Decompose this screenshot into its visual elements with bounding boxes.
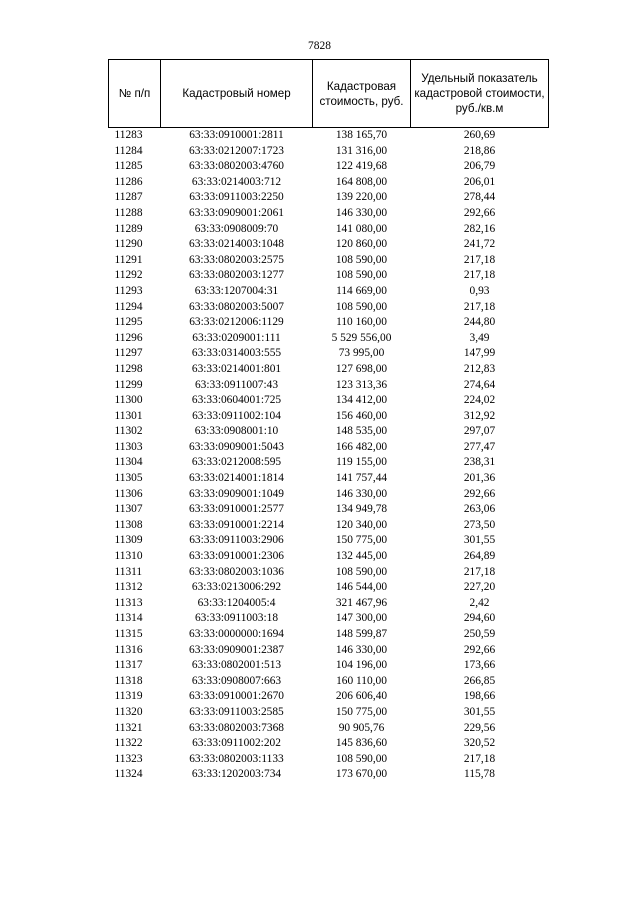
specific-indicator: 201,36 [463, 472, 496, 485]
cadastral-number: 63:33:0802003:7368 [189, 721, 284, 734]
specific-indicator: 301,55 [463, 534, 496, 547]
cadastral-number: 63:33:0911003:18 [194, 612, 279, 625]
cadastral-number: 63:33:0910001:2214 [189, 518, 284, 531]
row-number: 11292 [114, 269, 143, 282]
row-number: 11319 [114, 690, 143, 703]
cadastral-number: 63:33:0910001:2577 [189, 503, 284, 516]
specific-indicator: 292,66 [463, 487, 496, 500]
specific-indicator: 218,86 [463, 144, 496, 157]
table-row [109, 487, 549, 503]
specific-indicator: 274,64 [463, 378, 496, 391]
table-row [109, 378, 549, 394]
cadastral-value: 146 544,00 [335, 581, 388, 594]
table-row [109, 549, 549, 565]
table-row [109, 533, 549, 549]
cadastral-number: 63:33:0802001:513 [191, 659, 282, 672]
table-row [109, 206, 549, 222]
cadastral-number: 63:33:0214003:712 [191, 175, 282, 188]
specific-indicator: 273,50 [463, 518, 496, 531]
cadastral-value: 138 165,70 [335, 129, 388, 141]
cadastral-value: 134 412,00 [335, 394, 388, 407]
cadastral-number: 63:33:0911003:2906 [189, 534, 284, 547]
cadastral-number: 63:33:1207004:31 [194, 284, 279, 297]
cadastral-value: 119 155,00 [336, 456, 387, 469]
cadastral-number: 63:33:0212008:595 [191, 456, 282, 469]
table-row [109, 237, 549, 253]
cadastral-value: 146 330,00 [335, 643, 388, 656]
table-row [109, 471, 549, 487]
cadastral-number: 63:33:0802003:2575 [189, 253, 284, 266]
specific-indicator: 294,60 [463, 612, 496, 625]
cadastral-value: 146 330,00 [335, 206, 388, 219]
specific-indicator: 282,16 [463, 222, 496, 235]
specific-indicator: 263,06 [463, 503, 496, 516]
cadastral-value: 108 590,00 [335, 269, 388, 282]
table-row [109, 424, 549, 440]
cadastral-number: 63:33:0909001:2061 [189, 206, 284, 219]
table-row [109, 346, 549, 362]
specific-indicator: 3,49 [469, 331, 490, 344]
specific-indicator: 173,66 [463, 659, 496, 672]
table-row [109, 409, 549, 425]
specific-indicator: 0,93 [469, 284, 490, 297]
table-header-row [109, 60, 549, 128]
specific-indicator: 229,56 [463, 721, 496, 734]
row-number: 11305 [114, 472, 143, 485]
row-number: 11307 [114, 503, 143, 516]
cadastral-number: 63:33:0212007:1723 [189, 144, 284, 157]
row-number: 11283 [114, 129, 143, 141]
cadastral-number: 63:33:0909001:2387 [189, 643, 284, 656]
cadastral-number: 63:33:0910001:2306 [189, 550, 284, 563]
cadastral-value: 90 905,76 [338, 721, 385, 734]
row-number: 11321 [114, 721, 143, 734]
specific-indicator: 297,07 [463, 425, 496, 438]
specific-indicator: 115,78 [464, 768, 495, 781]
row-number: 11288 [114, 206, 143, 219]
cadastral-number: 63:33:0214001:1814 [189, 472, 284, 485]
row-number: 11295 [114, 316, 143, 329]
row-number: 11304 [114, 456, 143, 469]
row-number: 11294 [114, 300, 143, 313]
table-row [109, 767, 549, 783]
cadastral-number: 63:33:0908007:663 [191, 674, 282, 687]
table-row [109, 736, 549, 752]
cadastral-value: 108 590,00 [335, 253, 388, 266]
table-row [109, 721, 549, 737]
row-number: 11285 [114, 160, 143, 173]
header-cadastral-value: Кадастровая стоимость, руб. [313, 60, 411, 128]
specific-indicator: 320,52 [463, 737, 496, 750]
cadastral-value: 147 300,00 [335, 612, 388, 625]
cadastral-value: 146 330,00 [335, 487, 388, 500]
cadastral-number: 63:33:0802003:1133 [189, 752, 284, 765]
specific-indicator: 277,47 [463, 440, 496, 453]
row-number: 11291 [114, 253, 143, 266]
table-row [109, 611, 549, 627]
table-row [109, 175, 549, 191]
cadastral-value: 104 196,00 [335, 659, 388, 672]
table-row [109, 565, 549, 581]
cadastral-value: 164 808,00 [335, 175, 388, 188]
specific-indicator: 217,18 [463, 565, 496, 578]
cadastral-value: 160 110,00 [336, 674, 387, 687]
row-number: 11301 [114, 409, 143, 422]
specific-indicator: 212,83 [463, 362, 496, 375]
cadastral-value: 145 836,60 [335, 737, 388, 750]
cadastral-value: 127 698,00 [335, 362, 388, 375]
specific-indicator: 241,72 [463, 238, 496, 251]
specific-indicator: 292,66 [463, 206, 496, 219]
specific-indicator: 206,79 [463, 160, 496, 173]
specific-indicator: 147,99 [463, 347, 496, 360]
row-number: 11313 [114, 596, 143, 609]
cadastral-number: 63:33:0802003:1036 [189, 565, 284, 578]
table-row [109, 455, 549, 471]
cadastral-value: 73 995,00 [338, 347, 385, 360]
table-row [109, 643, 549, 659]
cadastral-number: 63:33:0802003:5007 [189, 300, 284, 313]
cadastral-value: 139 220,00 [335, 191, 388, 204]
row-number: 11284 [114, 144, 143, 157]
cadastral-value: 120 860,00 [335, 238, 388, 251]
cadastral-number: 63:33:1202003:734 [191, 768, 282, 781]
cadastral-number: 63:33:0910001:2670 [189, 690, 284, 703]
row-number: 11286 [114, 175, 143, 188]
cadastral-value: 148 599,87 [335, 628, 388, 640]
row-number: 11299 [114, 378, 143, 391]
cadastral-number: 63:33:0213006:292 [191, 581, 282, 594]
table-row [109, 705, 549, 721]
cadastral-value: 120 340,00 [335, 518, 388, 531]
table-row [109, 315, 549, 331]
row-number: 11323 [114, 752, 143, 765]
table-row [109, 393, 549, 409]
cadastral-number: 63:33:0908009:70 [194, 222, 279, 235]
row-number: 11317 [114, 659, 143, 672]
specific-indicator: 206,01 [463, 175, 496, 188]
cadastral-value: 206 606,40 [335, 690, 388, 703]
cadastral-number: 63:33:0314003:555 [191, 347, 282, 360]
cadastral-value: 110 160,00 [336, 316, 387, 329]
cadastral-value: 134 949,78 [335, 503, 388, 516]
cadastral-number: 63:33:0909001:5043 [189, 440, 284, 453]
table-row [109, 222, 549, 238]
row-number: 11320 [114, 705, 143, 718]
cadastral-number: 63:33:0802003:1277 [189, 269, 284, 282]
header-specific-indicator: Удельный показатель кадастровой стоимости, руб./кв.м [411, 60, 549, 128]
cadastral-number: 63:33:0214001:801 [191, 362, 282, 375]
cadastral-value: 173 670,00 [335, 768, 388, 781]
table-row [109, 159, 549, 175]
cadastral-number: 63:33:0910001:2811 [189, 129, 284, 141]
cadastral-number: 63:33:0604001:725 [191, 394, 282, 407]
cadastral-number: 63:33:0911002:104 [192, 409, 281, 422]
row-number: 11312 [114, 581, 143, 594]
cadastral-number: 63:33:0212006:1129 [189, 316, 284, 329]
page-number: 7828 [308, 40, 331, 52]
cadastral-value: 108 590,00 [335, 565, 388, 578]
row-number: 11293 [114, 284, 143, 297]
row-number: 11322 [114, 737, 143, 750]
cadastral-value: 108 590,00 [335, 300, 388, 313]
specific-indicator: 250,59 [463, 628, 496, 640]
specific-indicator: 238,31 [463, 456, 496, 469]
row-number: 11310 [114, 550, 143, 563]
cadastral-table [108, 59, 549, 783]
cadastral-number: 63:33:0908001:10 [194, 425, 279, 438]
cadastral-value: 150 775,00 [335, 705, 388, 718]
cadastral-number: 63:33:0911003:2250 [189, 191, 284, 204]
table-row [109, 268, 549, 284]
cadastral-number: 63:33:0802003:4760 [189, 160, 284, 173]
cadastral-value: 131 316,00 [335, 144, 388, 157]
row-number: 11290 [114, 238, 143, 251]
table-row [109, 300, 549, 316]
cadastral-number: 63:33:0214003:1048 [189, 238, 284, 251]
table-row [109, 518, 549, 534]
cadastral-number: 63:33:0909001:1049 [189, 487, 284, 500]
cadastral-value: 5 529 556,00 [331, 331, 392, 344]
table-row [109, 580, 549, 596]
row-number: 11308 [114, 518, 143, 531]
table-row [109, 674, 549, 690]
cadastral-value: 156 460,00 [335, 409, 388, 422]
cadastral-value: 132 445,00 [335, 550, 388, 563]
table-row [109, 440, 549, 456]
table-row [109, 627, 549, 643]
cadastral-value: 141 080,00 [335, 222, 388, 235]
cadastral-value: 123 313,36 [335, 378, 388, 391]
cadastral-number: 63:33:0911003:2585 [189, 705, 284, 718]
header-cadastral-number: Кадастровый номер [161, 60, 313, 128]
specific-indicator: 217,18 [463, 253, 496, 266]
row-number: 11306 [114, 487, 143, 500]
specific-indicator: 312,92 [463, 409, 496, 422]
specific-indicator: 198,66 [463, 690, 496, 703]
specific-indicator: 292,66 [463, 643, 496, 656]
cadastral-number: 63:33:0209001:111 [192, 331, 281, 344]
row-number: 11303 [114, 440, 143, 453]
table-row [109, 658, 549, 674]
cadastral-value: 114 669,00 [336, 284, 387, 297]
cadastral-value: 150 775,00 [335, 534, 388, 547]
table-row [109, 190, 549, 206]
row-number: 11314 [114, 612, 143, 625]
row-number: 11315 [114, 628, 143, 640]
specific-indicator: 301,55 [463, 705, 496, 718]
row-number: 11318 [114, 674, 143, 687]
cadastral-number: 63:33:1204005:4 [197, 596, 276, 609]
row-number: 11316 [114, 643, 143, 656]
specific-indicator: 2,42 [469, 596, 490, 609]
specific-indicator: 260,69 [463, 129, 496, 141]
specific-indicator: 278,44 [463, 191, 496, 204]
table-row [109, 502, 549, 518]
row-number: 11297 [114, 347, 143, 360]
specific-indicator: 224,02 [463, 394, 496, 407]
table-row [109, 596, 549, 612]
row-number: 11302 [114, 425, 143, 438]
cadastral-value: 321 467,96 [335, 596, 388, 609]
row-number: 11287 [114, 191, 143, 204]
row-number: 11289 [114, 222, 143, 235]
header-num: № п/п [109, 60, 161, 128]
cadastral-number: 63:33:0000000:1694 [189, 628, 284, 640]
row-number: 11311 [114, 565, 143, 578]
table-row [109, 689, 549, 705]
cadastral-value: 108 590,00 [335, 752, 388, 765]
specific-indicator: 217,18 [463, 269, 496, 282]
cadastral-number: 63:33:0911007:43 [194, 378, 279, 391]
specific-indicator: 266,85 [463, 674, 496, 687]
table-row [109, 362, 549, 378]
row-number: 11300 [114, 394, 143, 407]
table-row [109, 128, 549, 144]
specific-indicator: 264,89 [463, 550, 496, 563]
cadastral-number: 63:33:0911002:202 [192, 737, 281, 750]
specific-indicator: 227,20 [463, 581, 496, 594]
row-number: 11309 [114, 534, 143, 547]
table-body [109, 128, 549, 783]
table-row [109, 331, 549, 347]
table-row [109, 144, 549, 160]
specific-indicator: 217,18 [463, 752, 496, 765]
table-row [109, 284, 549, 300]
row-number: 11298 [114, 362, 143, 375]
table-row [109, 752, 549, 768]
cadastral-value: 141 757,44 [335, 472, 388, 485]
cadastral-value: 166 482,00 [335, 440, 388, 453]
row-number: 11324 [114, 768, 143, 781]
cadastral-value: 122 419,68 [335, 160, 388, 173]
specific-indicator: 244,80 [463, 316, 496, 329]
table-row [109, 253, 549, 269]
row-number: 11296 [114, 331, 143, 344]
cadastral-value: 148 535,00 [335, 425, 388, 438]
specific-indicator: 217,18 [463, 300, 496, 313]
